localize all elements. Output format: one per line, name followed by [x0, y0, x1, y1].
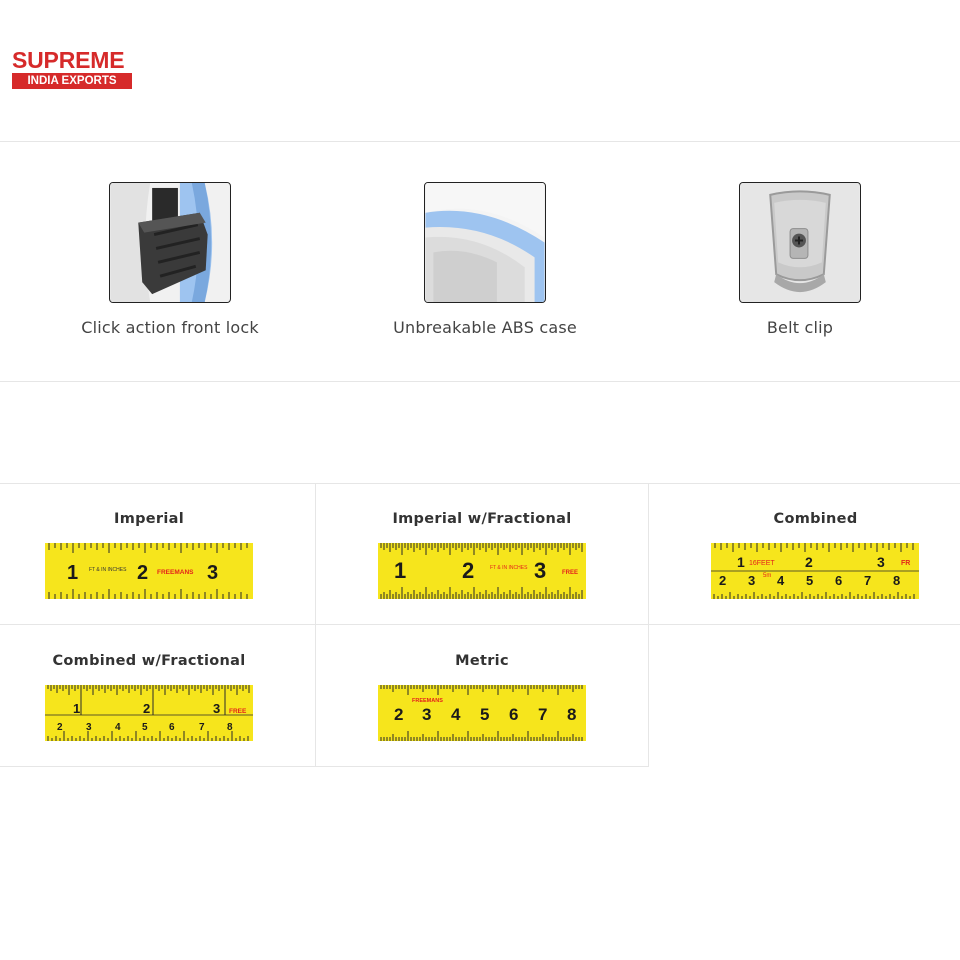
- blade-bottom-number: 4: [115, 722, 121, 733]
- blade-small-label: 16FEET: [749, 560, 775, 567]
- blade-number: 3: [207, 562, 219, 584]
- blade-bottom-number: 6: [835, 573, 843, 588]
- abs-case-photo-icon: [424, 182, 546, 303]
- feature-belt-clip: [680, 182, 920, 337]
- blade-small-label: FT & IN INCHES: [490, 565, 528, 571]
- blade-top-number: 1: [737, 554, 745, 570]
- blade-bottom-number: 2: [719, 573, 727, 588]
- brand-logo[interactable]: [12, 48, 132, 89]
- blade-title: Combined: [773, 511, 858, 527]
- divider-top: [0, 141, 960, 142]
- blade-bottom-number: 4: [777, 573, 785, 588]
- feature-caption: Belt clip: [766, 318, 834, 337]
- feature-abs-case: [365, 182, 605, 337]
- combined-blade-image: [711, 543, 919, 599]
- blade-number: 1: [67, 562, 79, 584]
- blade-top-number: 3: [877, 554, 885, 570]
- feature-front-lock: [50, 182, 290, 337]
- blade-small-label: FT & IN INCHES: [89, 567, 127, 573]
- blade-title: Metric: [455, 653, 509, 669]
- blade-top-number: 2: [143, 701, 151, 716]
- feature-caption: Unbreakable ABS case: [393, 318, 577, 337]
- blade-cell-imperial-fractional[interactable]: [316, 483, 649, 625]
- brand-name: SUPREME: [12, 47, 125, 73]
- blade-number: 2: [394, 705, 404, 724]
- blade-brand-label: FR: [901, 560, 911, 567]
- belt-clip-photo-icon: [739, 182, 861, 303]
- blade-bottom-number: 5: [806, 573, 814, 588]
- blade-bottom-number: 7: [864, 573, 872, 588]
- brand-subtitle: INDIA EXPORTS: [12, 73, 132, 89]
- blade-number: 5: [480, 705, 490, 724]
- blade-number: 6: [509, 705, 519, 724]
- blade-small-label: 5m: [763, 573, 772, 579]
- imperial-fractional-blade-image: [378, 543, 586, 599]
- blade-bottom-number: 2: [57, 722, 63, 733]
- blade-number: 3: [534, 558, 547, 583]
- divider-middle: [0, 381, 960, 382]
- blade-cell-combined-fractional[interactable]: [0, 625, 316, 767]
- blade-bottom-number: 6: [169, 722, 175, 733]
- blade-brand-label: FREEMANS: [412, 698, 443, 704]
- blade-cell-metric[interactable]: [316, 625, 649, 767]
- blade-title: Combined w/Fractional: [52, 653, 246, 669]
- blade-cell-combined[interactable]: [649, 483, 960, 625]
- metric-blade-image: [378, 685, 586, 741]
- blade-bottom-number: 3: [748, 573, 756, 588]
- imperial-blade-image: [45, 543, 253, 599]
- blade-bottom-number: 3: [86, 722, 92, 733]
- blade-bottom-number: 5: [142, 722, 148, 733]
- blade-bottom-number: 8: [227, 722, 233, 733]
- front-lock-photo-icon: [109, 182, 231, 303]
- blade-title: Imperial w/Fractional: [392, 511, 572, 527]
- blade-number: 8: [567, 705, 577, 724]
- blade-number: 1: [394, 558, 407, 583]
- blade-number: 4: [451, 705, 461, 724]
- blade-brand-label: FREEMANS: [157, 569, 194, 576]
- blade-number: 2: [462, 558, 475, 583]
- blade-number: 2: [137, 562, 149, 584]
- blade-bottom-number: 7: [199, 722, 205, 733]
- blade-top-number: 2: [805, 554, 813, 570]
- blade-brand-label: FREE: [229, 708, 247, 715]
- blade-number: 3: [422, 705, 432, 724]
- blade-brand-label: FREE: [562, 570, 579, 576]
- blade-cell-imperial[interactable]: [0, 483, 316, 625]
- feature-caption: Click action front lock: [81, 318, 259, 337]
- blade-number: 7: [538, 705, 548, 724]
- blade-top-number: 1: [73, 701, 81, 716]
- blade-top-number: 3: [213, 701, 221, 716]
- blade-bottom-number: 8: [893, 573, 901, 588]
- blade-title: Imperial: [114, 511, 184, 527]
- combined-fractional-blade-image: [45, 685, 253, 741]
